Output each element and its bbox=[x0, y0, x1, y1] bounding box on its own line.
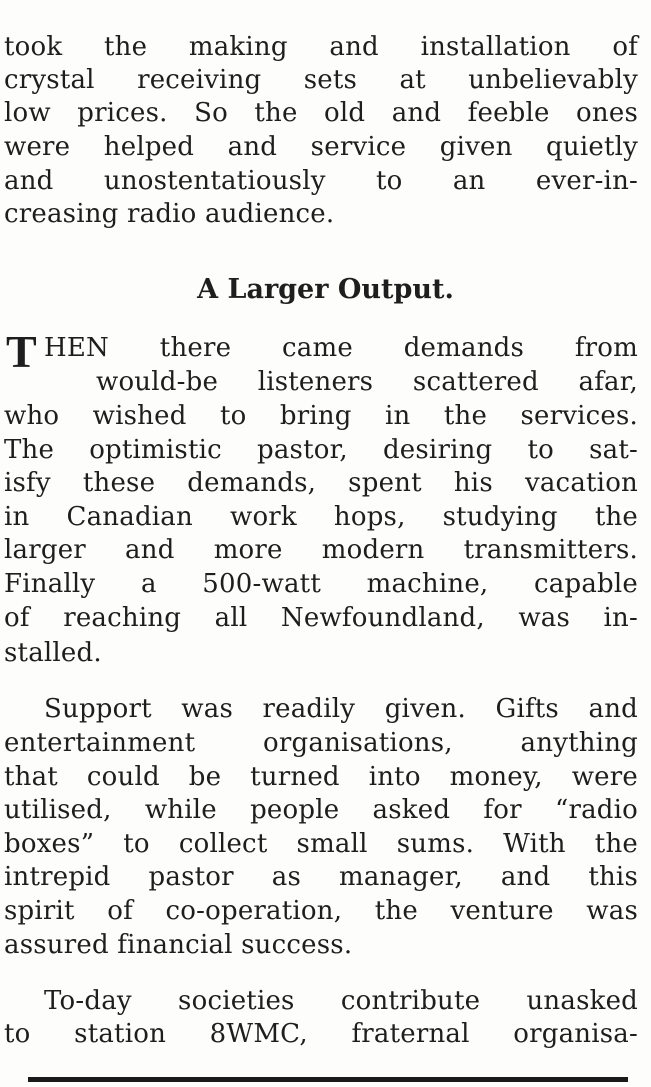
text-line: Support was readily given. Gifts and bbox=[44, 694, 638, 724]
text-line: intrepid pastor as manager, and this bbox=[4, 862, 638, 892]
section-heading: A Larger Output. bbox=[197, 274, 454, 305]
text-line: spirit of co-operation, the venture was bbox=[4, 896, 638, 926]
text-line: and unostentatiously to an ever-in- bbox=[4, 166, 638, 196]
text-line: Finally a 500-watt machine, capable bbox=[4, 569, 638, 599]
text-line: that could be turned into money, were bbox=[4, 762, 638, 792]
text-line: To-day societies contribute unasked bbox=[44, 986, 638, 1016]
text-line: who wished to bring in the services. bbox=[4, 401, 638, 431]
text-line: stalled. bbox=[4, 638, 102, 668]
text-line: took the making and installation of bbox=[4, 32, 638, 62]
text-line: of reaching all Newfoundland, was in- bbox=[4, 603, 638, 633]
text-line: in Canadian work hops, studying the bbox=[4, 502, 638, 532]
text-line: utilised, while people asked for “radio bbox=[4, 795, 638, 825]
text-line: entertainment organisations, anything bbox=[4, 728, 638, 758]
column-rule bbox=[28, 1077, 628, 1082]
text-line: The optimistic pastor, desiring to sat- bbox=[4, 435, 638, 465]
text-line: creasing radio audience. bbox=[4, 199, 335, 229]
text-line: would-be listeners scattered afar, bbox=[96, 367, 638, 397]
text-line: HEN there came demands from bbox=[44, 333, 638, 363]
drop-cap: T bbox=[6, 326, 37, 377]
text-line: were helped and service given quietly bbox=[4, 132, 638, 162]
text-line: isfy these demands, spent his vacation bbox=[4, 468, 638, 498]
text-line: low prices. So the old and feeble ones bbox=[4, 98, 638, 128]
text-line: to station 8WMC, fraternal organisa- bbox=[4, 1019, 638, 1049]
text-line: larger and more modern transmitters. bbox=[4, 535, 638, 565]
text-line: assured financial success. bbox=[4, 930, 353, 960]
text-line: boxes” to collect small sums. With the bbox=[4, 829, 638, 859]
text-line: crystal receiving sets at unbelievably bbox=[4, 65, 638, 95]
